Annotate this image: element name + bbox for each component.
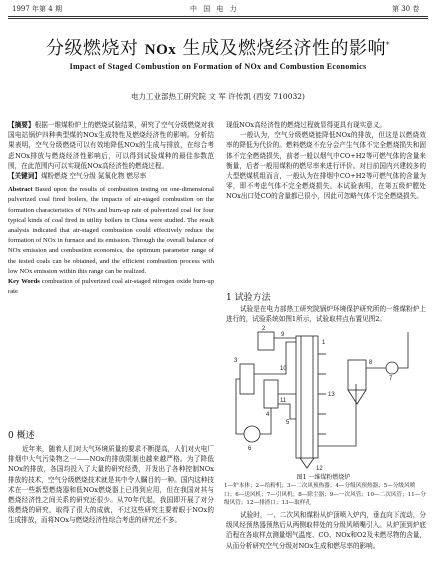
label-1: 1 bbox=[322, 340, 326, 346]
label-11: 11 bbox=[280, 398, 287, 404]
label-12: 12 bbox=[316, 466, 323, 472]
label-5: 5 bbox=[286, 420, 290, 426]
paper-title: 分级燃烧对 NOx 生成及燃烧经济性的影响* bbox=[46, 38, 390, 59]
induced-draft-fan bbox=[386, 362, 398, 374]
keywords-en: Key Words combustion of pulverized coal air-staged nitrogen oxide burn-up rate bbox=[8, 278, 214, 296]
section-1-text: 试验是在电力部热工研究院锅炉环境保护研究所的一维煤粉炉上进行的，试验系统如图1所示，试验取样点布置见图2。 bbox=[226, 305, 426, 324]
section-1-heading: 1 试验方法 bbox=[226, 293, 271, 303]
label-2: 2 bbox=[262, 326, 266, 332]
right-column-intro bbox=[226, 120, 426, 202]
english-title: Impact of Staged Combustion on Formation of NOx and Combustion Economics bbox=[69, 62, 367, 71]
keywords-cn: 【关键词】煤粉燃烧 空气分级 氮氧化物 燃尽率 bbox=[8, 172, 147, 181]
issue-label: 1997 年第 4 期 bbox=[12, 5, 62, 13]
forced-draft-fan bbox=[244, 426, 260, 442]
staging-air-preheater bbox=[264, 380, 278, 408]
label-9: 9 bbox=[281, 332, 285, 338]
dust-collector bbox=[348, 360, 366, 390]
label-8: 8 bbox=[369, 360, 373, 366]
label-10: 10 bbox=[280, 366, 287, 372]
section-0-heading: 0 概述 bbox=[8, 431, 35, 441]
furnace-body bbox=[296, 336, 318, 458]
section-0-text: 近年来，随着人们对大气环境质量的要求不断提高，人们对火电厂排烟中大气污染物之一——NOx的排放限制也越来越严格。为了降低NOx的排放，各国均投入了大量的研究经费，开发出了各种控制NOx排放的技术，空气分级燃烧技术就是其中令人瞩目的一种。国内这种技术在一些新型燃烧器和低NOx燃烧器上已得到应用，但在我国对其与燃烧经济性之间关系的研究还很少。从70年代起，我国即开展了对分级燃烧的研究，取得了很大的成就，不过这些研究主要着眼于NOx的生成排放，而将NOx与燃烧经济性综合考虑的研究还不多。 bbox=[8, 445, 214, 525]
footnote-mark: * bbox=[385, 41, 390, 49]
furnace-diagram bbox=[226, 324, 421, 472]
label-7: 7 bbox=[389, 376, 393, 382]
left-column bbox=[8, 120, 214, 297]
title-nox: NOx bbox=[144, 42, 177, 58]
figure-legend: 1—炉本体；2—给粉机；3—二次风预热器；4—分级风预热器；5—分级风喷口；6—送风机；7—引风机；8—除尘器；9—一次风管；10—二次风管；11—分级风管；12—排渣口；13—取样孔 bbox=[224, 483, 426, 506]
author-line: 电力工业部热工研究院 文 军 许传凯 (西安 710032) bbox=[131, 92, 305, 101]
label-4: 4 bbox=[266, 412, 270, 418]
abstract-cn: 【摘要】根据一维煤粉炉上的燃烧试验结果，研究了空气分级燃烧对我国电站锅炉四种典型煤的NOx生成特性及燃烧经济性的影响。分析结果表明，空气分级燃烧可以有效地降低NOx的生成与排放，在综合考虑NOx排放与燃烧经济性影响后，可以得到试验煤种的最佳参数范围，在此范围内可以实现低NOx高经济性的燃烧过程。 bbox=[8, 121, 215, 170]
header-rule-2 bbox=[8, 18, 428, 19]
volume-label: 第 30 卷 bbox=[392, 5, 420, 13]
figure-caption: 图1 一维煤粉燃烧炉 bbox=[296, 474, 351, 481]
intro-paragraph: 一般认为，空气分级燃烧能降低NOx的排放，但这是以燃烧效率的降低为代价的。燃料燃烧不充分会产生气体不完全燃烧损失和固体不完全燃烧损失，前者一般以烟气中CO+H2等可燃气体的含量来衡量，后者一般用煤粉的燃尽率来进行评价。对目前国内兴建较多的大型燃煤机组而言，一般认为在排烟中CO+H2等可燃气体的含量为零，即不考虑气体不完全燃烧损失。本试验表明，在第五级炉膛处NOx出口处CO的含量都已很小，因此可忽略气体不完全燃烧损失。 bbox=[226, 131, 426, 201]
abstract-en: Abstract Based upon the results of combustion testing on one-dimensional pulverized coal fired boilers, the impacts of air-staged combustion on the formation characteristics of NOx and burn-up rate of pulverized coal for four typical kinds of coal fired in utility boilers in China were studied. The result analysis indicated that air-staged combustion could effectively reduce the formation of NOx in furnace and its emission. Through the overall balance of NOx emission and combustion economics, the optimum parameter range of the tested coals can be obtained, and the efficient combustion process with low NOx emission within this range can be realized. bbox=[8, 186, 214, 275]
label-13: 13 bbox=[328, 392, 335, 398]
label-3: 3 bbox=[234, 358, 238, 364]
right-bottom-text: 试验时，一、二次风和煤粉从炉顶喷入炉内，垂直向下流动，分级风经预热器预热后从两侧取样处的分级风喷嘴引入。从炉顶到炉底沿程在各取样点测量烟气温度、CO、NOx和O2及未燃尽物的含量，从而分析研究空气分级对NOx生成和燃尽率的影响。 bbox=[226, 511, 426, 550]
label-6: 6 bbox=[248, 446, 252, 452]
journal-name: 中 国 电 力 bbox=[190, 5, 239, 13]
secondary-air-preheater bbox=[240, 364, 254, 394]
coal-feeder bbox=[258, 332, 274, 350]
header-rule bbox=[8, 16, 428, 17]
intro-continued: 现低NOx高经济性的燃烧过程就显得更具有现实意义。 bbox=[226, 121, 386, 129]
